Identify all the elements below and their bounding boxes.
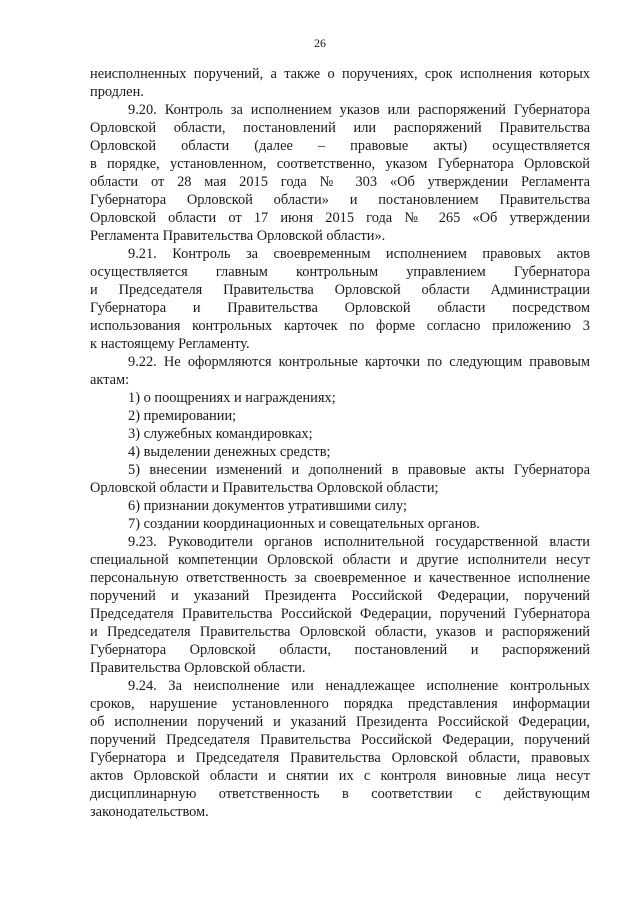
list-item: 5) внесении изменений и дополнений в правовые акты Губернатора bbox=[128, 462, 590, 478]
text-line: персональную ответственность за своевременное и качественное исполнение bbox=[90, 570, 590, 586]
list-item: 1) о поощрениях и награждениях; bbox=[128, 390, 336, 406]
text-line: неисполненных поручений, а также о поручениях, срок исполнения которых bbox=[90, 66, 590, 82]
text-line: и Председателя Правительства Орловской области, указов и распоряжений bbox=[90, 624, 590, 640]
text-line: поручений и указаний Президента Российской Федерации, поручений bbox=[90, 588, 590, 604]
text-line: дисциплинарную ответственность в соответствии с действующим bbox=[90, 786, 590, 802]
text-line: об исполнении поручений и указаний Президента Российской Федерации, bbox=[90, 714, 590, 730]
list-item: 7) создании координационных и совещательных органов. bbox=[128, 516, 480, 532]
text-line: актов Орловской области и снятии их с контроля виновные лица несут bbox=[90, 768, 590, 784]
text-line: Орловской области от 17 июня 2015 года № 265 «Об утверждении bbox=[90, 210, 590, 226]
list-item: 4) выделении денежных средств; bbox=[128, 444, 331, 460]
text-line: поручений Председателя Правительства Российской Федерации, поручений bbox=[90, 732, 590, 748]
text-line: 9.21. Контроль за своевременным исполнением правовых актов bbox=[128, 246, 590, 262]
text-line: Губернатора Орловской области» и постановлением Правительства bbox=[90, 192, 590, 208]
text-line: Орловской области (далее – правовые акты) осуществляется bbox=[90, 138, 590, 154]
page-number: 26 bbox=[314, 36, 326, 50]
text-line: актам: bbox=[90, 372, 130, 388]
text-line: Орловской области, постановлений или распоряжений Правительства bbox=[90, 120, 590, 136]
list-item: 6) признании документов утратившими силу; bbox=[128, 498, 407, 514]
text-line: Губернатора и Правительства Орловской области посредством bbox=[90, 300, 590, 316]
text-line: 9.22. Не оформляются контрольные карточки по следующим правовым bbox=[128, 354, 590, 370]
text-line: сроков, нарушение установленного порядка представления информации bbox=[90, 696, 590, 712]
text-line: осуществляется главным контрольным управлением Губернатора bbox=[90, 264, 590, 280]
text-line: в порядке, установленном, соответственно, указом Губернатора Орловской bbox=[90, 156, 590, 172]
text-line: 9.24. За неисполнение или ненадлежащее исполнение контрольных bbox=[128, 678, 590, 694]
text-line: Правительства Орловской области. bbox=[90, 660, 306, 676]
text-line: законодательством. bbox=[90, 804, 209, 820]
list-item: 2) премировании; bbox=[128, 408, 237, 424]
text-line: области от 28 мая 2015 года № 303 «Об утверждении Регламента bbox=[90, 174, 590, 190]
text-line: и Председателя Правительства Орловской области Администрации bbox=[90, 282, 590, 298]
list-item: 3) служебных командировках; bbox=[128, 426, 313, 442]
text-line: использования контрольных карточек по форме согласно приложению 3 bbox=[90, 318, 590, 334]
list-item: Орловской области и Правительства Орловской области; bbox=[90, 480, 439, 496]
text-line: Регламента Правительства Орловской области». bbox=[90, 228, 386, 244]
text-line: 9.23. Руководители органов исполнительной государственной власти bbox=[128, 534, 590, 550]
text-line: Губернатора Орловской области, постановлений и распоряжений bbox=[90, 642, 590, 658]
text-line: специальной компетенции Орловской области и другие исполнители несут bbox=[90, 552, 590, 568]
text-line: 9.20. Контроль за исполнением указов или распоряжений Губернатора bbox=[128, 102, 590, 118]
text-line: Губернатора и Председателя Правительства Орловской области, правовых bbox=[90, 750, 590, 766]
text-line: продлен. bbox=[90, 84, 144, 100]
text-line: к настоящему Регламенту. bbox=[90, 336, 250, 352]
text-line: Председателя Правительства Российской Федерации, поручений Губернатора bbox=[90, 606, 590, 622]
